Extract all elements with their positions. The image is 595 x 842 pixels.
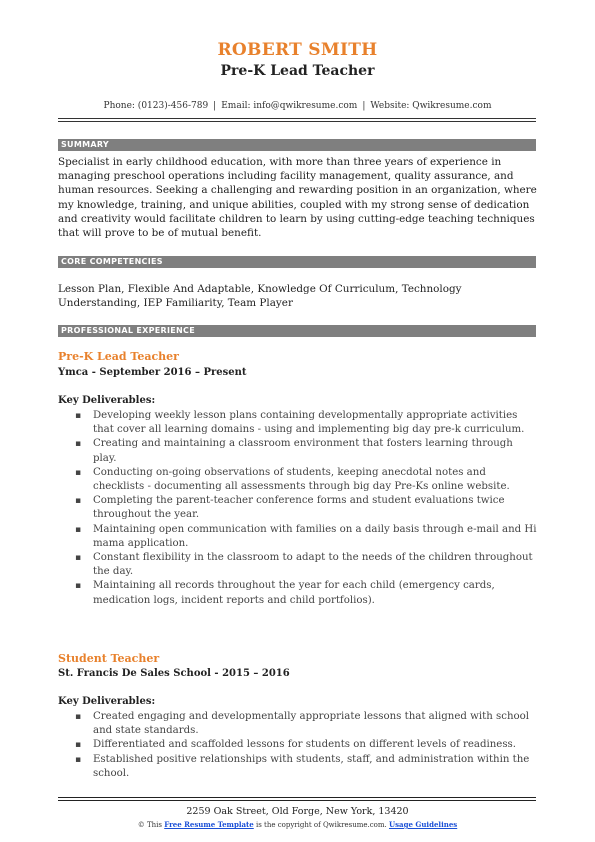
contact-separator: |: [362, 101, 366, 111]
candidate-title: Pre-K Lead Teacher: [220, 63, 375, 79]
header-divider: [58, 118, 536, 119]
usage-guidelines-link[interactable]: Usage Guidelines: [388, 820, 458, 829]
list-item: ▪ Differentiated and scaffolded lessons for students on different levels of readiness.: [58, 738, 538, 752]
header-divider: [58, 121, 536, 122]
list-item: ▪ Completing the parent-teacher conference forms and student evaluations twice throughout the year.: [58, 494, 538, 522]
summary-heading: SUMMARY: [58, 139, 536, 151]
job-bullets: [58, 710, 538, 781]
job-company: Ymca - September 2016 – Present: [58, 367, 247, 378]
deliverables-label: Key Deliverables:: [58, 395, 156, 406]
list-item: ▪ Maintaining all records throughout the year for each child (emergency cards, medication logs, incident reports and child portfolios).: [58, 579, 538, 607]
job-role: Pre-K Lead Teacher: [58, 350, 179, 363]
deliverables-label: Key Deliverables:: [58, 696, 156, 707]
contact-line: [0, 101, 595, 111]
summary-text: Specialist in early childhood education, with more than three years of experience in managing preschool operations including facility management, quality assurance, and human resources. Seeking a challenging and rewarding position in an organization, where my knowledge, training, and unique abilities, coupled with my strong sense of dedication and creativity would facilitate children to learn by using cutting-edge teaching techniques that will prove to be of mutual benefit.: [58, 156, 537, 240]
job-company: St. Francis De Sales School - 2015 – 2016: [58, 668, 290, 679]
candidate-name: ROBERT SMITH: [217, 40, 378, 60]
list-item: ▪ Established positive relationships with students, staff, and administration within the school.: [58, 753, 538, 781]
contact-website: Website: Qwikresume.com: [370, 101, 492, 111]
job-role: Student Teacher: [58, 652, 160, 665]
contact-phone: Phone: (0123)-456-789: [103, 101, 209, 111]
competencies-heading: CORE COMPETENCIES: [58, 256, 536, 268]
list-item: ▪ Creating and maintaining a classroom environment that fosters learning through play.: [58, 437, 538, 465]
list-item: ▪ Developing weekly lesson plans containing developmentally appropriate activities that cover all learning domains - using and implementing big day pre-k curriculum.: [58, 409, 538, 437]
experience-heading: PROFESSIONAL EXPERIENCE: [58, 325, 536, 337]
list-item: ▪ Conducting on-going observations of students, keeping anecdotal notes and checklists - documenting all assessments through big day Pre-Ks online website.: [58, 466, 538, 494]
copyright-prefix: © This: [137, 821, 162, 829]
competencies-text: Lesson Plan, Flexible And Adaptable, Knowledge Of Curriculum, Technology Understanding, IEP Familiarity, Team Player: [58, 283, 462, 310]
contact-separator: |: [213, 101, 217, 111]
footer-divider: [58, 800, 536, 801]
contact-email: Email: info@qwikresume.com: [221, 101, 358, 111]
job-bullets: [58, 409, 538, 608]
footer-address: 2259 Oak Street, Old Forge, New York, 13420: [186, 806, 409, 817]
list-item: ▪ Maintaining open communication with families on a daily basis through e-mail and Hi mama application.: [58, 523, 538, 551]
footer-divider: [58, 797, 536, 798]
free-resume-template-link[interactable]: Free Resume Template: [164, 820, 254, 829]
copyright-middle: is the copyright of Qwikresume.com.: [255, 821, 387, 829]
list-item: ▪ Created engaging and developmentally appropriate lessons that aligned with school and state standards.: [58, 710, 538, 738]
footer-copyright: [0, 820, 595, 829]
list-item: ▪ Constant flexibility in the classroom to adapt to the needs of the children throughout the day.: [58, 551, 538, 579]
